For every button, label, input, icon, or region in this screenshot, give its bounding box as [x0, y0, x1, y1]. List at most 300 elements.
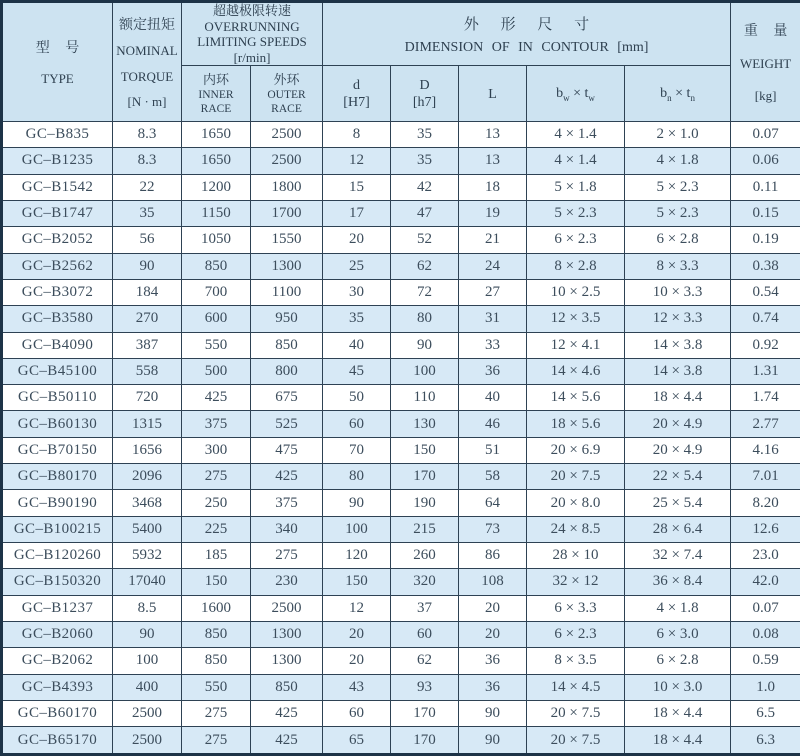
- header-torque: [113, 2, 182, 122]
- header-dimension: [323, 2, 731, 66]
- d-cell: 80: [323, 464, 391, 490]
- type-cell: GC–B60130: [2, 411, 113, 437]
- header-D-symbol: D: [419, 77, 430, 93]
- outer-race-cell: 675: [251, 385, 323, 411]
- torque-cell: 22: [113, 174, 182, 200]
- L-cell: 33: [459, 332, 527, 358]
- header-outer-race: [251, 66, 323, 122]
- bw-tw-cell: 5 × 2.3: [527, 200, 625, 226]
- bn-tn-cell: 6 × 2.8: [625, 227, 731, 253]
- type-cell: GC–B50110: [2, 385, 113, 411]
- inner-race-cell: 600: [182, 306, 251, 332]
- bn-tn-cell: 18 × 4.4: [625, 385, 731, 411]
- weight-cell: 1.31: [731, 358, 800, 384]
- weight-cell: 1.74: [731, 385, 800, 411]
- inner-race-cell: 375: [182, 411, 251, 437]
- weight-cell: 12.6: [731, 516, 800, 542]
- header-inner-race-en1: INNER: [198, 88, 234, 101]
- d-cell: 43: [323, 674, 391, 700]
- torque-cell: 8.5: [113, 595, 182, 621]
- table-body: [2, 122, 800, 755]
- outer-race-cell: 1300: [251, 253, 323, 279]
- type-cell: GC–B1237: [2, 595, 113, 621]
- bn-tn-cell: 2 × 1.0: [625, 122, 731, 148]
- inner-race-cell: 185: [182, 543, 251, 569]
- header-bw-tw-formula: $b_w \times t_w$: [556, 86, 595, 103]
- L-cell: 36: [459, 648, 527, 674]
- weight-cell: 7.01: [731, 464, 800, 490]
- weight-cell: 0.59: [731, 648, 800, 674]
- L-cell: 73: [459, 516, 527, 542]
- torque-cell: 100: [113, 648, 182, 674]
- weight-cell: 0.54: [731, 279, 800, 305]
- L-cell: 31: [459, 306, 527, 332]
- inner-race-cell: 1600: [182, 595, 251, 621]
- inner-race-cell: 550: [182, 674, 251, 700]
- header-torque-unit: [N · m]: [127, 94, 167, 110]
- table-row: [2, 595, 800, 621]
- bw-tw-cell: 6 × 2.3: [527, 227, 625, 253]
- outer-race-cell: 1100: [251, 279, 323, 305]
- L-cell: 90: [459, 727, 527, 755]
- bw-tw-cell: 32 × 12: [527, 569, 625, 595]
- D-cell: 93: [391, 674, 459, 700]
- outer-race-cell: 850: [251, 674, 323, 700]
- type-cell: GC–B3580: [2, 306, 113, 332]
- d-cell: 12: [323, 148, 391, 174]
- L-cell: 27: [459, 279, 527, 305]
- d-cell: 17: [323, 200, 391, 226]
- L-cell: 13: [459, 122, 527, 148]
- bw-tw-cell: 18 × 5.6: [527, 411, 625, 437]
- table-row: [2, 122, 800, 148]
- D-cell: 150: [391, 437, 459, 463]
- header-outer-race-en1: OUTER: [267, 88, 306, 101]
- header-speeds-en2: LIMITING SPEEDS: [197, 34, 307, 49]
- L-cell: 24: [459, 253, 527, 279]
- header-speeds-unit: [r/min]: [233, 49, 271, 65]
- table-row: [2, 227, 800, 253]
- header-weight-en: WEIGHT: [739, 56, 792, 71]
- torque-cell: 90: [113, 621, 182, 647]
- L-cell: 21: [459, 227, 527, 253]
- L-cell: 36: [459, 674, 527, 700]
- type-cell: GC–B2060: [2, 621, 113, 647]
- L-cell: 90: [459, 700, 527, 726]
- D-cell: 37: [391, 595, 459, 621]
- table-row: [2, 569, 800, 595]
- inner-race-cell: 1650: [182, 122, 251, 148]
- bn-tn-cell: 5 × 2.3: [625, 200, 731, 226]
- bw-tw-cell: 12 × 4.1: [527, 332, 625, 358]
- d-cell: 20: [323, 227, 391, 253]
- header-weight-unit: [kg]: [754, 88, 777, 103]
- outer-race-cell: 425: [251, 700, 323, 726]
- type-cell: GC–B1235: [2, 148, 113, 174]
- bw-tw-cell: 20 × 7.5: [527, 727, 625, 755]
- type-cell: GC–B4090: [2, 332, 113, 358]
- weight-cell: 1.0: [731, 674, 800, 700]
- outer-race-cell: 425: [251, 464, 323, 490]
- d-cell: 150: [323, 569, 391, 595]
- D-cell: 72: [391, 279, 459, 305]
- table-row: [2, 516, 800, 542]
- d-cell: 65: [323, 727, 391, 755]
- outer-race-cell: 525: [251, 411, 323, 437]
- bw-tw-cell: 20 × 6.9: [527, 437, 625, 463]
- header-torque-en1: NOMINAL: [116, 43, 178, 59]
- torque-cell: 17040: [113, 569, 182, 595]
- inner-race-cell: 425: [182, 385, 251, 411]
- bn-tn-cell: 14 × 3.8: [625, 358, 731, 384]
- inner-race-cell: 275: [182, 727, 251, 755]
- d-cell: 30: [323, 279, 391, 305]
- bn-tn-cell: 18 × 4.4: [625, 727, 731, 755]
- D-cell: 80: [391, 306, 459, 332]
- bn-tn-cell: 22 × 5.4: [625, 464, 731, 490]
- bn-tn-cell: 8 × 3.3: [625, 253, 731, 279]
- table-row: [2, 200, 800, 226]
- type-cell: GC–B2562: [2, 253, 113, 279]
- header-bn-tn: [625, 66, 731, 122]
- inner-race-cell: 1200: [182, 174, 251, 200]
- D-cell: 62: [391, 253, 459, 279]
- type-cell: GC–B3072: [2, 279, 113, 305]
- outer-race-cell: 850: [251, 332, 323, 358]
- table-row: [2, 253, 800, 279]
- header-speeds-en1: OVERRUNNING: [204, 18, 300, 34]
- D-cell: 130: [391, 411, 459, 437]
- torque-cell: 2500: [113, 727, 182, 755]
- D-cell: 170: [391, 464, 459, 490]
- table-row: [2, 279, 800, 305]
- header-type: [2, 2, 113, 122]
- header-speeds-zh: 超越极限转速: [213, 3, 292, 18]
- d-cell: 100: [323, 516, 391, 542]
- table-row: [2, 727, 800, 755]
- header-type-en: TYPE: [41, 71, 74, 86]
- bw-tw-cell: 6 × 3.3: [527, 595, 625, 621]
- weight-cell: 8.20: [731, 490, 800, 516]
- header-D: [391, 66, 459, 122]
- L-cell: 18: [459, 174, 527, 200]
- table-row: [2, 174, 800, 200]
- d-cell: 8: [323, 122, 391, 148]
- d-cell: 45: [323, 358, 391, 384]
- weight-cell: 0.19: [731, 227, 800, 253]
- D-cell: 62: [391, 648, 459, 674]
- bw-tw-cell: 10 × 2.5: [527, 279, 625, 305]
- outer-race-cell: 1800: [251, 174, 323, 200]
- bw-tw-cell: 14 × 4.6: [527, 358, 625, 384]
- bw-tw-cell: 8 × 2.8: [527, 253, 625, 279]
- table-row: [2, 543, 800, 569]
- torque-cell: 90: [113, 253, 182, 279]
- type-cell: GC–B4393: [2, 674, 113, 700]
- weight-cell: 0.07: [731, 122, 800, 148]
- d-cell: 20: [323, 648, 391, 674]
- header-d-symbol: d: [353, 77, 361, 93]
- inner-race-cell: 300: [182, 437, 251, 463]
- outer-race-cell: 1700: [251, 200, 323, 226]
- outer-race-cell: 425: [251, 727, 323, 755]
- weight-cell: 0.15: [731, 200, 800, 226]
- bw-tw-cell: 4 × 1.4: [527, 122, 625, 148]
- weight-cell: 0.08: [731, 621, 800, 647]
- inner-race-cell: 850: [182, 621, 251, 647]
- outer-race-cell: 1300: [251, 621, 323, 647]
- bn-tn-cell: 18 × 4.4: [625, 700, 731, 726]
- type-cell: GC–B1747: [2, 200, 113, 226]
- weight-cell: 0.38: [731, 253, 800, 279]
- L-cell: 36: [459, 358, 527, 384]
- bw-tw-cell: 20 × 7.5: [527, 464, 625, 490]
- d-cell: 70: [323, 437, 391, 463]
- outer-race-cell: 340: [251, 516, 323, 542]
- inner-race-cell: 225: [182, 516, 251, 542]
- header-weight: [731, 2, 800, 122]
- L-cell: 40: [459, 385, 527, 411]
- D-cell: 190: [391, 490, 459, 516]
- inner-race-cell: 1150: [182, 200, 251, 226]
- header-D-tolerance: [h7]: [412, 94, 437, 110]
- outer-race-cell: 2500: [251, 148, 323, 174]
- bn-tn-cell: 6 × 3.0: [625, 621, 731, 647]
- d-cell: 20: [323, 621, 391, 647]
- inner-race-cell: 275: [182, 464, 251, 490]
- table-row: [2, 648, 800, 674]
- bn-tn-cell: 25 × 5.4: [625, 490, 731, 516]
- bw-tw-cell: 14 × 5.6: [527, 385, 625, 411]
- bw-tw-cell: 5 × 1.8: [527, 174, 625, 200]
- table-row: [2, 306, 800, 332]
- torque-cell: 720: [113, 385, 182, 411]
- d-cell: 60: [323, 411, 391, 437]
- bw-tw-cell: 20 × 8.0: [527, 490, 625, 516]
- type-cell: GC–B835: [2, 122, 113, 148]
- type-cell: GC–B1542: [2, 174, 113, 200]
- table-row: [2, 464, 800, 490]
- header-dimension-zh: 外 形 尺 寸: [463, 16, 599, 33]
- table-row: [2, 148, 800, 174]
- bn-tn-cell: 10 × 3.3: [625, 279, 731, 305]
- inner-race-cell: 150: [182, 569, 251, 595]
- header-bw-tw: [527, 66, 625, 122]
- weight-cell: 23.0: [731, 543, 800, 569]
- header-d: [323, 66, 391, 122]
- torque-cell: 387: [113, 332, 182, 358]
- header-L: [459, 66, 527, 122]
- outer-race-cell: 2500: [251, 595, 323, 621]
- bw-tw-cell: 4 × 1.4: [527, 148, 625, 174]
- weight-cell: 0.74: [731, 306, 800, 332]
- weight-cell: 0.06: [731, 148, 800, 174]
- type-cell: GC–B150320: [2, 569, 113, 595]
- d-cell: 35: [323, 306, 391, 332]
- torque-cell: 56: [113, 227, 182, 253]
- table-row: [2, 674, 800, 700]
- torque-cell: 2096: [113, 464, 182, 490]
- outer-race-cell: 375: [251, 490, 323, 516]
- bn-tn-cell: 10 × 3.0: [625, 674, 731, 700]
- header-outer-race-en2: RACE: [271, 102, 302, 115]
- table-row: [2, 358, 800, 384]
- inner-race-cell: 275: [182, 700, 251, 726]
- D-cell: 260: [391, 543, 459, 569]
- bn-tn-cell: 4 × 1.8: [625, 148, 731, 174]
- d-cell: 90: [323, 490, 391, 516]
- d-cell: 50: [323, 385, 391, 411]
- D-cell: 100: [391, 358, 459, 384]
- header-dimension-en: DIMENSION OF IN CONTOUR [mm]: [404, 39, 649, 55]
- torque-cell: 35: [113, 200, 182, 226]
- type-cell: GC–B100215: [2, 516, 113, 542]
- inner-race-cell: 550: [182, 332, 251, 358]
- bn-tn-cell: 6 × 2.8: [625, 648, 731, 674]
- D-cell: 170: [391, 700, 459, 726]
- weight-cell: 6.3: [731, 727, 800, 755]
- header-bn-tn-formula: $b_n \times t_n$: [660, 86, 695, 103]
- torque-cell: 558: [113, 358, 182, 384]
- inner-race-cell: 1650: [182, 148, 251, 174]
- header-inner-race-zh: 内环: [202, 71, 229, 87]
- weight-cell: 6.5: [731, 700, 800, 726]
- outer-race-cell: 275: [251, 543, 323, 569]
- outer-race-cell: 1550: [251, 227, 323, 253]
- bn-tn-cell: 5 × 2.3: [625, 174, 731, 200]
- header-inner-race: [182, 66, 251, 122]
- L-cell: 86: [459, 543, 527, 569]
- L-cell: 58: [459, 464, 527, 490]
- header-torque-zh: 额定扭矩: [119, 17, 175, 33]
- inner-race-cell: 250: [182, 490, 251, 516]
- outer-race-cell: 230: [251, 569, 323, 595]
- weight-cell: 42.0: [731, 569, 800, 595]
- bn-tn-cell: 32 × 7.4: [625, 543, 731, 569]
- bn-tn-cell: 4 × 1.8: [625, 595, 731, 621]
- weight-cell: 0.11: [731, 174, 800, 200]
- table-row: [2, 437, 800, 463]
- torque-cell: 3468: [113, 490, 182, 516]
- header-L-symbol: L: [488, 86, 497, 102]
- torque-cell: 2500: [113, 700, 182, 726]
- torque-cell: 5400: [113, 516, 182, 542]
- inner-race-cell: 850: [182, 648, 251, 674]
- inner-race-cell: 1050: [182, 227, 251, 253]
- torque-cell: 8.3: [113, 122, 182, 148]
- d-cell: 12: [323, 595, 391, 621]
- bn-tn-cell: 36 × 8.4: [625, 569, 731, 595]
- D-cell: 170: [391, 727, 459, 755]
- L-cell: 46: [459, 411, 527, 437]
- table-row: [2, 332, 800, 358]
- bw-tw-cell: 20 × 7.5: [527, 700, 625, 726]
- D-cell: 42: [391, 174, 459, 200]
- table-row: [2, 385, 800, 411]
- L-cell: 64: [459, 490, 527, 516]
- table-row: [2, 411, 800, 437]
- weight-cell: 0.07: [731, 595, 800, 621]
- type-cell: GC–B120260: [2, 543, 113, 569]
- torque-cell: 400: [113, 674, 182, 700]
- header-outer-race-zh: 外环: [273, 71, 300, 87]
- D-cell: 52: [391, 227, 459, 253]
- header-torque-en2: TORQUE: [120, 68, 174, 84]
- bw-tw-cell: 6 × 2.3: [527, 621, 625, 647]
- torque-cell: 1656: [113, 437, 182, 463]
- bn-tn-cell: 28 × 6.4: [625, 516, 731, 542]
- header-inner-race-en2: RACE: [200, 102, 232, 115]
- table-row: [2, 490, 800, 516]
- D-cell: 320: [391, 569, 459, 595]
- d-cell: 60: [323, 700, 391, 726]
- L-cell: 20: [459, 621, 527, 647]
- weight-cell: 4.16: [731, 437, 800, 463]
- type-cell: GC–B80170: [2, 464, 113, 490]
- type-cell: GC–B65170: [2, 727, 113, 755]
- bn-tn-cell: 20 × 4.9: [625, 411, 731, 437]
- L-cell: 51: [459, 437, 527, 463]
- L-cell: 13: [459, 148, 527, 174]
- header-weight-zh: 重 量: [743, 24, 794, 39]
- L-cell: 19: [459, 200, 527, 226]
- bw-tw-cell: 28 × 10: [527, 543, 625, 569]
- D-cell: 60: [391, 621, 459, 647]
- header-speeds: [182, 2, 323, 66]
- L-cell: 108: [459, 569, 527, 595]
- d-cell: 40: [323, 332, 391, 358]
- D-cell: 35: [391, 148, 459, 174]
- header-type-zh: 型 号: [35, 41, 86, 56]
- bn-tn-cell: 12 × 3.3: [625, 306, 731, 332]
- type-cell: GC–B2062: [2, 648, 113, 674]
- torque-cell: 8.3: [113, 148, 182, 174]
- bw-tw-cell: 8 × 3.5: [527, 648, 625, 674]
- bw-tw-cell: 24 × 8.5: [527, 516, 625, 542]
- type-cell: GC–B60170: [2, 700, 113, 726]
- inner-race-cell: 500: [182, 358, 251, 384]
- bw-tw-cell: 12 × 3.5: [527, 306, 625, 332]
- torque-cell: 5932: [113, 543, 182, 569]
- weight-cell: 0.92: [731, 332, 800, 358]
- outer-race-cell: 475: [251, 437, 323, 463]
- d-cell: 15: [323, 174, 391, 200]
- D-cell: 47: [391, 200, 459, 226]
- bn-tn-cell: 14 × 3.8: [625, 332, 731, 358]
- weight-cell: 2.77: [731, 411, 800, 437]
- D-cell: 35: [391, 122, 459, 148]
- outer-race-cell: 950: [251, 306, 323, 332]
- table-row: [2, 621, 800, 647]
- torque-cell: 184: [113, 279, 182, 305]
- inner-race-cell: 700: [182, 279, 251, 305]
- D-cell: 110: [391, 385, 459, 411]
- torque-cell: 1315: [113, 411, 182, 437]
- d-cell: 25: [323, 253, 391, 279]
- D-cell: 90: [391, 332, 459, 358]
- bn-tn-cell: 20 × 4.9: [625, 437, 731, 463]
- outer-race-cell: 1300: [251, 648, 323, 674]
- d-cell: 120: [323, 543, 391, 569]
- header-d-tolerance: [H7]: [343, 94, 370, 110]
- bw-tw-cell: 14 × 4.5: [527, 674, 625, 700]
- D-cell: 215: [391, 516, 459, 542]
- outer-race-cell: 800: [251, 358, 323, 384]
- type-cell: GC–B2052: [2, 227, 113, 253]
- L-cell: 20: [459, 595, 527, 621]
- table-header: [2, 2, 800, 122]
- type-cell: GC–B70150: [2, 437, 113, 463]
